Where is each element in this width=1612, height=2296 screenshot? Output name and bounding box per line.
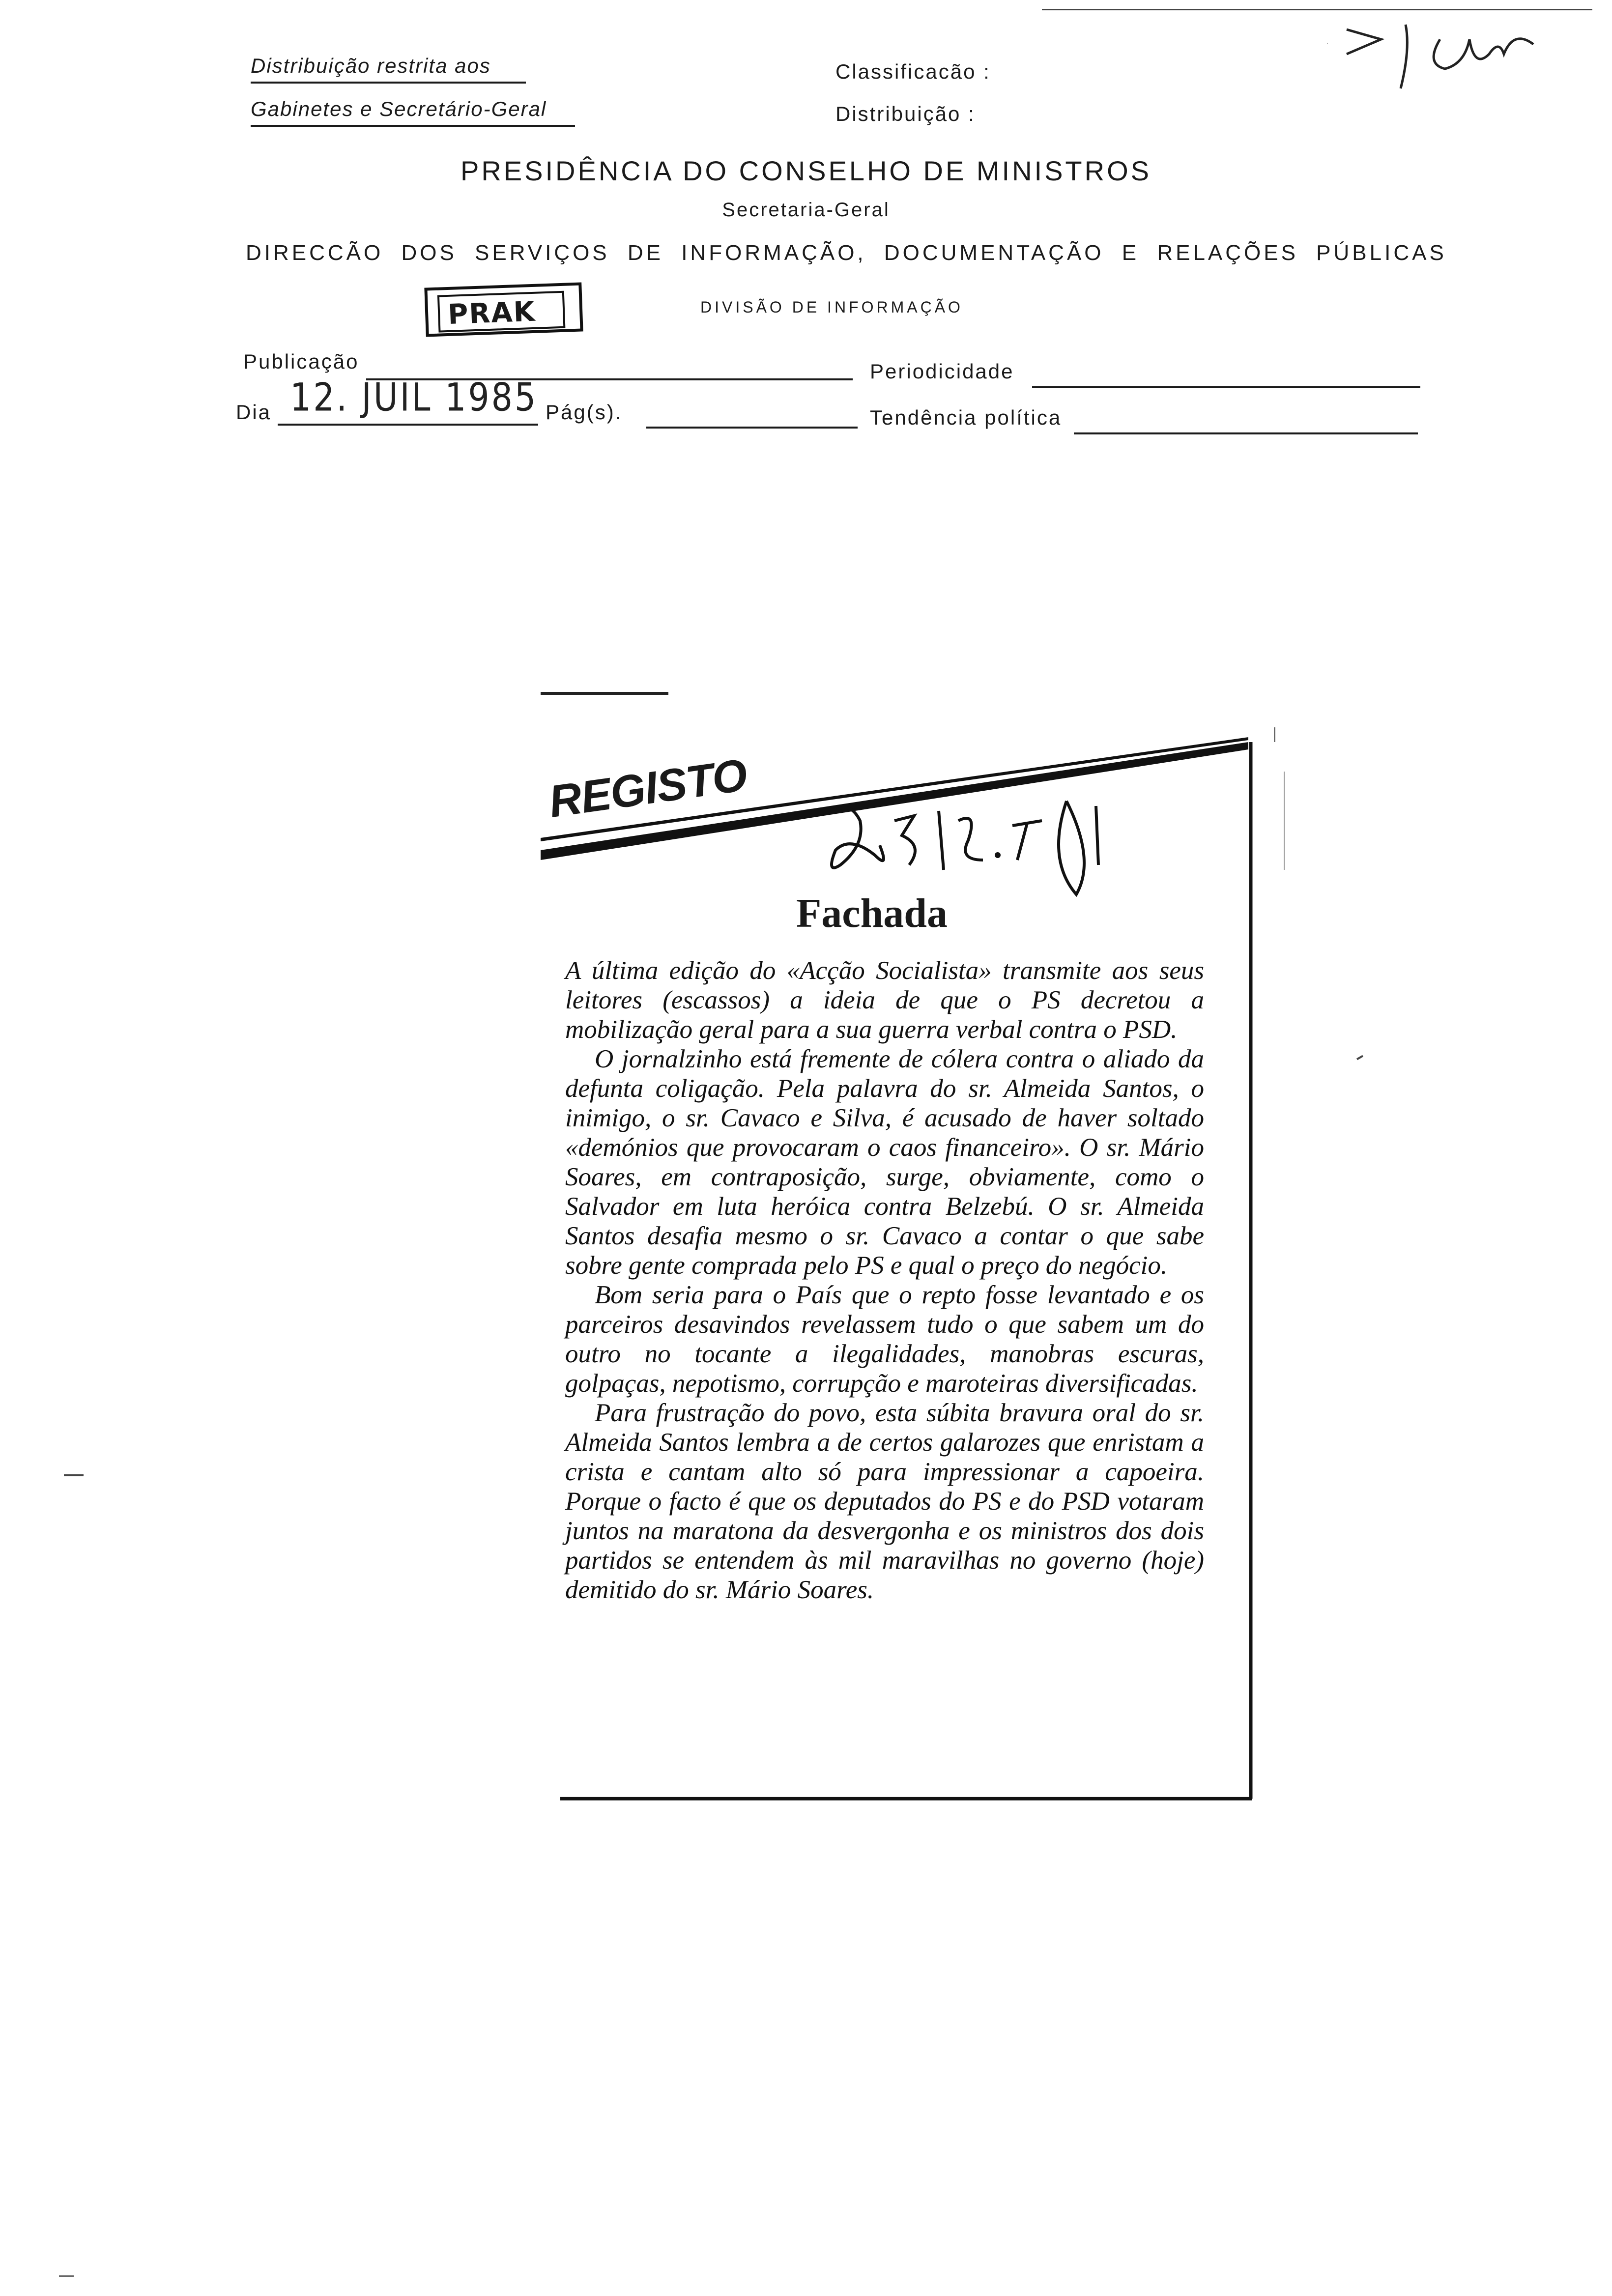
tendencia-line <box>1074 432 1418 434</box>
publicacao-label: Publicação <box>243 350 359 373</box>
division-label: DIVISÃO DE INFORMAÇÃO <box>700 298 963 316</box>
scan-mark <box>59 2275 74 2277</box>
scan-mark <box>1356 1055 1363 1060</box>
scan-mark <box>64 1474 84 1476</box>
stamp <box>424 282 583 337</box>
handwritten-note-strokes <box>821 791 1135 899</box>
top-rule <box>1042 9 1592 10</box>
article-paragraph: A última edição do «Acção Socialista» transmite aos seus leitores (escassos) a ideia de que o PS decretou a mobilização geral para a sua guerra verbal contra o PSD. <box>565 956 1204 1044</box>
article-paragraph: O jornalzinho está fremente de cólera contra o aliado da defunta coligação. Pela palavra do sr. Almeida Santos, o inimigo, o sr. Cavaco e Silva, é acusado de haver soltado «demónios que provocaram o caos financeiro». O sr. Mário Soares, em contraposição, surge, obviamente, como o Salvador em luta heróica contra Belzebú. O sr. Almeida Santos desafia mesmo o sr. Cavaco a contar o que sabe sobre gente comprada pelo PS e qual o preço do negócio. <box>565 1045 1204 1280</box>
scan-mark <box>1284 772 1285 870</box>
distribution-line-2: Gabinetes e Secretário-Geral <box>251 97 575 127</box>
corner-handwriting <box>1327 10 1583 93</box>
dia-line <box>278 424 538 426</box>
periodicidade-label: Periodicidade <box>870 360 1014 383</box>
classification-label: Classificacão : <box>835 60 991 83</box>
stamp-inner-frame <box>437 291 565 333</box>
org-subtitle: Secretaria-Geral <box>722 199 890 221</box>
distribution-line-1: Distribuição restrita aos <box>251 54 526 84</box>
handwritten-note <box>821 791 1135 899</box>
dia-date-stamp: 12. JUIL 1985 <box>290 375 538 420</box>
article-section-label: REGISTO <box>546 749 750 828</box>
stamp-text: PRAK <box>447 295 537 331</box>
scan-mark <box>1274 727 1275 742</box>
article-title: Fachada <box>796 890 948 936</box>
periodicidade-line <box>1032 386 1420 388</box>
distribution-label: Distribuição : <box>835 102 976 125</box>
corner-handwriting-strokes <box>1327 10 1583 93</box>
article-paragraph: Bom seria para o País que o repto fosse levantado e os parceiros desavindos revelassem tudo o que sabem um do outro no tocante a ilegalidades, manobras escuras, golpaças, nepotismo, corrupção e maroteiras diversificadas. <box>565 1281 1204 1398</box>
directorate-line: DIRECCÃO DOS SERVIÇOS DE INFORMAÇÃO, DOCUMENTAÇÃO E RELAÇÕES PÚBLICAS <box>246 241 1447 265</box>
clipping-top-rule <box>541 692 668 695</box>
article-paragraph: Para frustração do povo, esta súbita bravura oral do sr. Almeida Santos lembra a de certos galarozes que enristam a crista e cantam alto só para impressionar a capoeira. Porque o facto é que os deputados do PS e do PSD votaram juntos na maratona da desvergonha e os ministros dos dois partidos se entendem às mil maravilhas no governo (hoje) demitido do sr. Mário Soares. <box>565 1399 1204 1604</box>
dia-label: Dia <box>236 401 272 424</box>
article-body <box>565 956 1204 1605</box>
pags-line <box>646 427 858 429</box>
org-title: PRESIDÊNCIA DO CONSELHO DE MINISTROS <box>461 155 1151 186</box>
tendencia-label: Tendência política <box>870 406 1062 429</box>
pags-label: Pág(s). <box>546 401 623 424</box>
